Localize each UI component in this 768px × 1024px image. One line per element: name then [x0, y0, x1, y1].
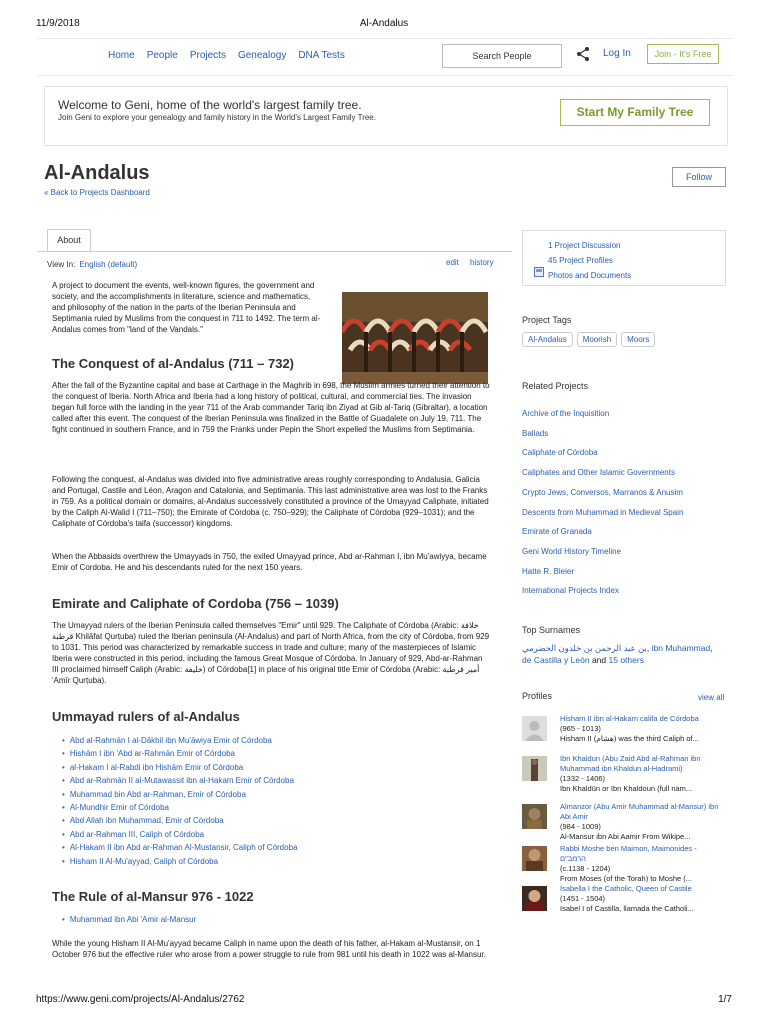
paragraph-conquest-2: Following the conquest, al-Andalus was divided into five administrative areas roughly corresponding to Andalusia, Galicia and Portugal, Castile and Léon, Aragon and Catalonia, and Septimania. This last administrative area was lost to the Franks in 759. As a political domain or domains, al-Andalus successively constituted a province of the Umayyad Caliphate, initiated by the Caliph Al-Walid I (711–750); the Emirate of Córdoba (c. 750–929); the Caliphate of Córdoba (929–1031); and the Caliphate of Córdoba's taifa (successor) kingdoms. — [52, 475, 489, 528]
nav-people[interactable]: People — [146, 50, 178, 61]
profile-name[interactable]: Hisham II ibn al-Hakam califa de Córdoba — [560, 714, 699, 723]
list-item[interactable]: International Projects Index — [522, 586, 619, 596]
profile-dates: (c.1138 - 1204) — [560, 864, 611, 873]
join-button[interactable]: Join - It's Free — [647, 44, 719, 64]
view-all-profiles-link[interactable]: view all — [698, 693, 725, 702]
login-link[interactable]: Log In — [603, 48, 631, 59]
photos-documents-link[interactable]: Photos and Documents — [548, 271, 632, 280]
top-surnames-heading: Top Surnames — [522, 625, 581, 635]
nav-dna-tests[interactable]: DNA Tests — [298, 50, 345, 61]
avatar — [522, 716, 547, 741]
paragraph-mansur: While the young Hisham II Al-Mu'ayyad became Caliph in name upon the death of his father, al-Hakam al-Mustansir, on 1 October 976 but the effective ruler who arose from a power struggle to rule from 981 until his death in 1022 was al-Mansur. — [52, 939, 486, 959]
tab-about[interactable]: About — [47, 229, 91, 252]
start-family-tree-button[interactable]: Start My Family Tree — [560, 99, 710, 126]
related-projects-list — [522, 404, 683, 601]
list-item[interactable]: • Al-Hakam II ibn Abd ar-Rahman Al-Mustansir, Caliph of Córdoba — [62, 841, 297, 854]
back-to-projects-link[interactable]: « Back to Projects Dashboard — [44, 188, 150, 197]
list-item[interactable]: Caliphate of Córdoba — [522, 448, 598, 458]
rulers-list — [62, 734, 297, 868]
related-projects-heading: Related Projects — [522, 381, 589, 391]
nav-projects[interactable]: Projects — [189, 50, 226, 61]
surname-link[interactable]: ibn Muhammad — [651, 643, 711, 653]
profile-dates: (1451 - 1504) — [560, 894, 606, 903]
list-item[interactable]: Geni World History Timeline — [522, 546, 621, 556]
avatar — [522, 846, 547, 871]
profile-dates: (965 - 1013) — [560, 724, 601, 733]
list-item[interactable]: • Muhammad bin Abd ar-Rahman, Emir of Córdoba — [62, 788, 297, 801]
profile-name[interactable]: Ibn Khaldun (Abu Zaid Abd al-Rahman ibn Muhammad ibn Khaldun al-Hadrami) — [560, 754, 701, 773]
nav-home[interactable]: Home — [108, 50, 135, 61]
print-url: https://www.geni.com/projects/Al-Andalus/2762 — [36, 994, 245, 1005]
print-date: 11/9/2018 — [36, 18, 80, 29]
paragraph-conquest-1: After the fall of the Byzantine capital and base at Carthage in the Maghrib in 698, the Muslim armies turned their attention to the conquest of Iberia. North Africa and Iberia had a long history of political, cultural, and commercial ties. The invasion began full force with the landing in the year 711 of the Arab commander Tariq ibn Ziyad at Gib al-Tariq (Gibraltar), a location called after this event. The conquest of the Iberian Peninsula was finalized in the Battle of Guadalete on July 19, 711. The fight continued in southern France, and in 759 the Franks under Pepin the Short expelled the Muslims from Septimania. — [52, 381, 490, 434]
surname-link[interactable]: de Castilla y León — [522, 655, 590, 665]
search-people-input[interactable]: Search People — [442, 44, 562, 68]
follow-button[interactable]: Follow — [672, 167, 726, 187]
list-item[interactable]: • Abd al-Rahmān I al-Dākhil ibn Mu'āwiya Emir of Córdoba — [62, 734, 297, 747]
list-item[interactable]: Archive of the Inquisition — [522, 409, 610, 418]
list-item[interactable]: • Hisham II Al-Mu'ayyad, Caliph of Córdoba — [62, 855, 297, 868]
profile-summary: From Moses (of the Torah) to Moshe (... — [560, 874, 692, 883]
profile-summary: Hisham II (هشام) was the third Caliph of... — [560, 734, 699, 743]
avatar — [522, 756, 547, 781]
section-heading-emirate: Emirate and Caliphate of Cordoba (756 – 1039) — [52, 596, 339, 611]
profile-name[interactable]: Almanzor (Abu Amir Muhammad al-Mansur) ibn Abi Amir — [560, 802, 719, 821]
profile-summary: Ibn Khaldūn or Ibn Khaldoun (full nam... — [560, 784, 693, 793]
list-item[interactable]: • Abd ar-Rahmān II al-Mutawassit ibn al-Hakam Emir of Córdoba — [62, 774, 297, 787]
avatar — [522, 804, 547, 829]
view-in — [47, 260, 137, 269]
edit-link[interactable]: edit — [446, 258, 459, 267]
list-item[interactable]: Descents from Muhammad in Medieval Spain — [522, 507, 684, 517]
welcome-title: Welcome to Geni, home of the world's largest family tree. — [58, 98, 362, 112]
list-item[interactable]: • Al-Mundhir Emir of Córdoba — [62, 801, 297, 814]
profile-dates: (1332 - 1406) — [560, 774, 606, 783]
history-link[interactable]: history — [470, 258, 494, 267]
nav-genealogy[interactable]: Genealogy — [237, 50, 287, 61]
page-title: Al-Andalus — [44, 162, 150, 184]
profile-summary: Al-Mansur ibn Abi Aamir From Wikipe... — [560, 832, 691, 841]
profile-name[interactable]: Rabbi Moshe ben Maimon, Maimonides - הרמב"ם — [560, 844, 697, 863]
paragraph-emirate: The Umayyad rulers of the Iberian Peninsula called themselves "Emir" until 929. The Caliphate of Córdoba (Arabic: خلافة قرطبة Khilāfat Qurṭuba) ruled the Iberian peninsula (Al-Andalus) and part of North Africa, from the city of Córdoba, from 929 to 1031. This period was characterized by remarkable success in trade and culture; many of the masterpieces of Islamic Iberia were constructed in this period, including the famous Great Mosque of Córdoba. In January of 929, Abd-ar-Rahman III proclaimed himself Caliph (Arabic: خليفة) of Córdoba[1] in place of his original title Emir of Córdoba (Arabic: أمير قرطبة 'Amīr Qurṭuba). — [52, 621, 490, 685]
section-heading-mansur: The Rule of al-Mansur 976 - 1022 — [52, 889, 254, 904]
surname-more-link[interactable]: 15 others — [608, 655, 644, 665]
list-item[interactable]: Hatte R. Bleier — [522, 566, 575, 576]
section-heading-rulers: Ummayad rulers of al-Andalus — [52, 709, 240, 724]
mosque-photo — [342, 292, 488, 384]
paragraph-conquest-3: When the Abbasids overthrew the Umayyads in 750, the exiled Umayyad prince, Abd ar-Rahman I, ibn Mu'awiyya, became Emir of Cordoba. He and his descendants ruled for the next 150 years. — [52, 552, 487, 572]
list-item[interactable]: • Muhammad ibn Abi 'Amir al-Mansur — [62, 915, 196, 924]
project-tags — [522, 332, 655, 347]
project-tags-heading: Project Tags — [522, 315, 572, 325]
surname-link[interactable]: بن عبد الرحمن بن خلدون الحضرمي — [522, 643, 647, 653]
print-title: Al-Andalus — [359, 18, 409, 29]
view-in-label: View In: — [47, 260, 76, 269]
profiles-heading: Profiles — [522, 691, 553, 701]
list-item[interactable]: • Abd ar-Rahman III, Caliph of Córdoba — [62, 828, 297, 841]
surname-and: and — [591, 655, 607, 665]
list-item[interactable]: Caliphates and Other Islamic Governments — [522, 468, 675, 478]
welcome-subtitle: Join Geni to explore your genealogy and family history in the World's Largest Family Tree. — [58, 113, 376, 122]
profile-name[interactable]: Isabella I the Catholic, Queen of Castile — [560, 884, 692, 893]
profile-dates: (984 - 1009) — [560, 822, 601, 831]
tab-divider — [38, 251, 512, 252]
list-item[interactable]: Emirate of Granada — [522, 527, 592, 537]
project-links — [548, 238, 631, 283]
avatar — [522, 886, 547, 911]
profile-summary: Isabel I of Castilla, llamada the Catholi... — [560, 904, 694, 913]
tag-moorish[interactable]: Moorish — [577, 332, 617, 347]
list-item[interactable]: • Hishām I ibn 'Abd ar-Rahmān Emir of Córdoba — [62, 747, 297, 760]
share-icon[interactable] — [575, 46, 591, 62]
tag-moors[interactable]: Moors — [621, 332, 655, 347]
list-item[interactable]: • al-Hakam I al-Rabdi ibn Hishām Emir of Córdoba — [62, 761, 297, 774]
top-surnames: بن عبد الرحمن بن خلدون الحضرمي, ibn Muhammad, de Castilla y León and 15 others — [522, 643, 713, 665]
tag-al-andalus[interactable]: Al-Andalus — [522, 332, 573, 347]
print-page-number: 1/7 — [718, 994, 732, 1005]
nav-links — [108, 50, 345, 61]
section-heading-conquest: The Conquest of al-Andalus (711 – 732) — [52, 356, 294, 371]
project-discussion-link[interactable]: 1 Project Discussion — [548, 241, 621, 250]
project-profiles-link[interactable]: 45 Project Profiles — [548, 256, 613, 265]
list-item[interactable]: Ballads — [522, 428, 549, 438]
mansur-list — [62, 915, 196, 924]
list-item[interactable]: • Abd Allah ibn Muhammad, Emir of Córdoba — [62, 814, 297, 827]
list-item[interactable]: Crypto Jews, Conversos, Marranos & Anusim — [522, 487, 683, 497]
photos-icon — [534, 267, 544, 277]
language-select[interactable]: English (default) — [79, 260, 138, 269]
intro-paragraph: A project to document the events, well-known figures, the government and society, and the accomplishments in literature, science and mathematics, and philosophy of the nation in the parts of the Iberian Peninsula and Septimania ruled by Muslims from the conquest in 711 to 1492. The term al-Andalus comes from "land of the Vandals." — [52, 281, 321, 334]
